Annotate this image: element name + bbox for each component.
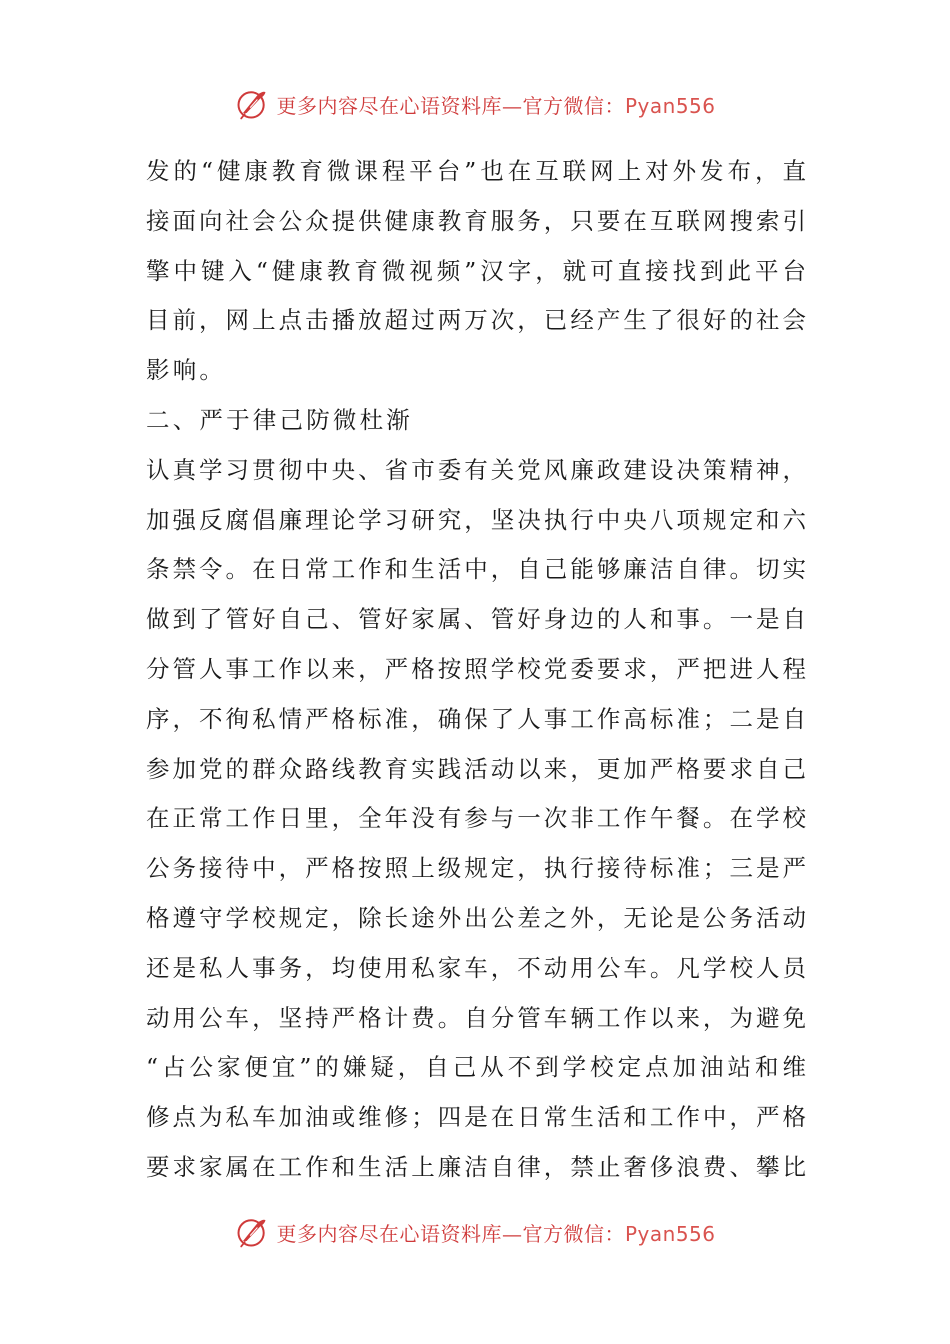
document-body: [146, 147, 806, 1193]
body-line: 认真学习贯彻中央、省市委有关党风廉政建设决策精神，: [146, 455, 806, 484]
body-line: 条禁令。在日常工作和生活中，自己能够廉洁自律。切实: [146, 555, 806, 584]
body-line: 序，不徇私情严格标准，确保了人事工作高标准；二是自: [146, 704, 806, 733]
section-heading: 二、严于律己防微杜渐: [146, 405, 413, 434]
footer-banner: [0, 1212, 950, 1252]
body-line: 动用公车，坚持严格计费。自分管车辆工作以来，为避免: [146, 1003, 806, 1032]
quill-logo-icon: [234, 86, 270, 122]
header-banner-text: [276, 90, 715, 119]
body-line: 接面向社会公众提供健康教育服务，只要在互联网搜索引: [146, 206, 806, 235]
header-banner-label: 更多内容尽在心语资料库: [276, 93, 502, 118]
body-line: 在正常工作日里，全年没有参与一次非工作午餐。在学校: [146, 804, 806, 833]
header-banner: [0, 84, 950, 124]
header-banner-wechat-id: Pyan556: [624, 93, 716, 118]
body-line: 要求家属在工作和生活上廉洁自律，禁止奢侈浪费、攀比: [146, 1152, 806, 1181]
body-line: 还是私人事务，均使用私家车，不动用公车。凡学校人员: [146, 953, 806, 982]
header-banner-separator: —: [501, 93, 523, 118]
quill-logo-icon: [234, 1214, 270, 1250]
body-line: 参加党的群众路线教育实践活动以来，更加严格要求自己: [146, 754, 806, 783]
body-line: 目前，网上点击播放超过两万次，已经产生了很好的社会: [146, 306, 806, 335]
body-line: 加强反腐倡廉理论学习研究，坚决执行中央八项规定和六: [146, 505, 806, 534]
body-line: “占公家便宜”的嫌疑，自己从不到学校定点加油站和维: [146, 1053, 806, 1082]
footer-banner-label: 更多内容尽在心语资料库: [276, 1221, 502, 1246]
body-line: 公务接待中，严格按照上级规定，执行接待标准；三是严: [146, 854, 806, 883]
header-banner-official: 官方微信：: [522, 93, 625, 118]
body-line: 格遵守学校规定，除长途外出公差之外，无论是公务活动: [146, 903, 806, 932]
footer-banner-official: 官方微信：: [522, 1221, 625, 1246]
body-line: 做到了管好自己、管好家属、管好身边的人和事。一是自: [146, 605, 806, 634]
body-line: 分管人事工作以来，严格按照学校党委要求，严把进人程: [146, 654, 806, 683]
footer-banner-text: [276, 1218, 715, 1247]
body-line: 影响。: [146, 356, 227, 385]
footer-banner-wechat-id: Pyan556: [624, 1221, 716, 1246]
body-line: 擎中键入“健康教育微视频”汉字，就可直接找到此平台: [146, 256, 806, 285]
body-line: 发的“健康教育微课程平台”也在互联网上对外发布，直: [146, 157, 806, 185]
footer-banner-separator: —: [501, 1221, 523, 1246]
body-line: 修点为私车加油或维修；四是在日常生活和工作中，严格: [146, 1103, 806, 1132]
